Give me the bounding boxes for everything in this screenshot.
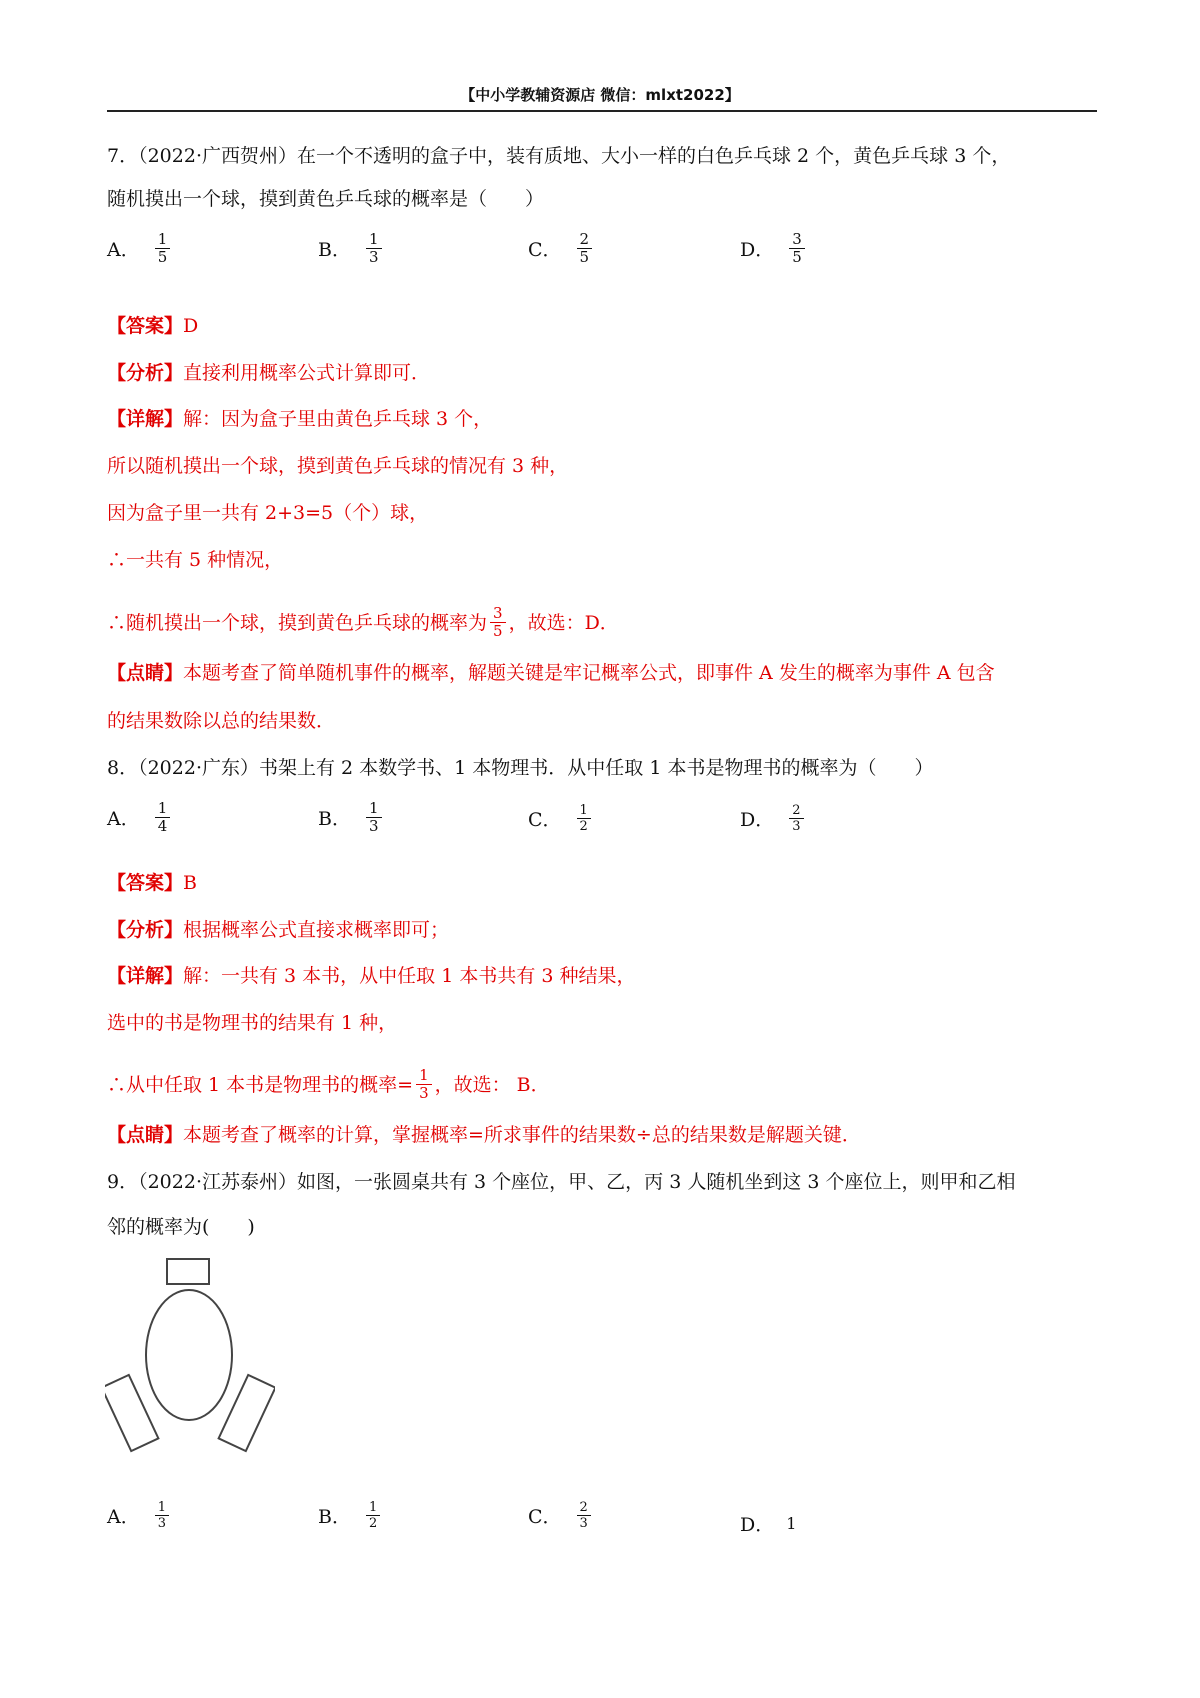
option-fraction: $\frac{2}{3}$ xyxy=(577,1500,591,1531)
q9-option-c xyxy=(528,1500,594,1531)
q7-comment-1: 【点睛】本题考查了简单随机事件的概率，解题关键是牢记概率公式，即事件 A 发生的概率为事件 A 包含 xyxy=(107,662,995,684)
option-label: D． xyxy=(740,239,775,261)
inline-fraction: $\frac{1}{3}$ xyxy=(416,1067,432,1102)
option-label: C． xyxy=(528,1506,562,1528)
option-label: B． xyxy=(318,1506,351,1528)
q9-option-a xyxy=(107,1500,172,1531)
option-fraction: $\frac{2}{3}$ xyxy=(789,803,803,834)
q7-detail-2: 所以随机摸出一个球，摸到黄色乒乓球的情况有 3 种， xyxy=(107,455,569,477)
table-ellipse xyxy=(146,1290,232,1420)
option-fraction: $\frac{1}{3}$ xyxy=(155,1500,169,1531)
q8-detail-2: 选中的书是物理书的结果有 1 种， xyxy=(107,1012,398,1034)
q9-stem-line1: 9．（2022·江苏泰州）如图，一张圆桌共有 3 个座位，甲、乙，丙 3 人随机坐到这 3 个座位上，则甲和乙相 xyxy=(107,1171,1016,1193)
q8-comment-1: 【点睛】本题考查了概率的计算，掌握概率=所求事件的结果数÷总的结果数是解题关键． xyxy=(107,1124,861,1146)
option-label: A． xyxy=(107,239,140,261)
option-label: C． xyxy=(528,239,562,261)
round-table-figure xyxy=(105,1255,275,1455)
q8-detail-3: ∴从中任取 1 本书是物理书的概率= $\frac{1}{3}$ ，故选： B． xyxy=(107,1066,550,1102)
q7-stem-line1: 7．（2022·广西贺州）在一个不透明的盒子中，装有质地、大小一样的白色乒乓球 2 个，黄色乒乓球 3 个， xyxy=(107,145,1011,167)
q8-option-a xyxy=(107,800,173,835)
option-fraction: $\frac{2}{5}$ xyxy=(577,231,593,266)
inline-fraction: $\frac{3}{5}$ xyxy=(490,605,506,640)
header-divider xyxy=(107,110,1097,112)
option-label: C． xyxy=(528,809,562,831)
q9-stem-line2: 邻的概率为( ) xyxy=(107,1216,255,1238)
option-label: B． xyxy=(318,808,351,830)
option-label: A． xyxy=(107,1506,140,1528)
option-label: D． xyxy=(740,809,775,831)
q7-comment-2: 的结果数除以总的结果数． xyxy=(107,710,336,732)
q7-detail-3: 因为盒子里一共有 2+3=5（个）球， xyxy=(107,502,429,524)
q8-detail-1: 【详解】解：一共有 3 本书，从中任取 1 本书共有 3 种结果， xyxy=(107,965,636,987)
q7-analysis: 【分析】直接利用概率公式计算即可． xyxy=(107,362,431,384)
option-fraction: $\frac{1}{3}$ xyxy=(366,800,382,835)
q9-option-b xyxy=(318,1500,383,1531)
option-fraction: $\frac{1}{2}$ xyxy=(577,803,591,834)
page-header: 【中小学教辅资源店 微信：mlxt2022】 xyxy=(460,86,740,104)
option-fraction: $\frac{1}{2}$ xyxy=(366,1500,380,1531)
q8-stem-line1: 8．（2022·广东）书架上有 2 本数学书、1 本物理书．从中任取 1 本书是物理书的概率为（ ） xyxy=(107,757,934,779)
q8-option-d xyxy=(740,803,807,834)
q7-detail-5: ∴随机摸出一个球，摸到黄色乒乓球的概率为 $\frac{3}{5}$ ，故选：D． xyxy=(107,604,619,640)
option-fraction: $\frac{1}{3}$ xyxy=(366,231,382,266)
q7-option-c xyxy=(528,231,595,266)
q7-option-d xyxy=(740,231,808,266)
q8-analysis: 【分析】根据概率公式直接求概率即可； xyxy=(107,919,450,941)
q7-answer: 【答案】D xyxy=(107,315,199,337)
option-label: A． xyxy=(107,808,140,830)
q7-detail-1: 【详解】解：因为盒子里由黄色乒乓球 3 个， xyxy=(107,408,493,430)
q7-option-a xyxy=(107,231,173,266)
option-fraction: $\frac{1}{5}$ xyxy=(155,231,171,266)
option-fraction: $\frac{3}{5}$ xyxy=(789,231,805,266)
seat-top xyxy=(167,1259,209,1284)
option-value: 1 xyxy=(786,1514,797,1533)
q7-stem-line2: 随机摸出一个球，摸到黄色乒乓球的概率是（ ） xyxy=(107,188,545,210)
q8-option-c xyxy=(528,803,594,834)
q7-detail-4: ∴一共有 5 种情况， xyxy=(107,549,284,571)
q7-option-b xyxy=(318,231,385,266)
option-label: B． xyxy=(318,239,351,261)
option-fraction: $\frac{1}{4}$ xyxy=(155,800,171,835)
option-label: D． xyxy=(740,1514,775,1536)
q8-option-b xyxy=(318,800,385,835)
q8-answer: 【答案】B xyxy=(107,872,197,894)
q9-option-d xyxy=(740,1510,796,1537)
